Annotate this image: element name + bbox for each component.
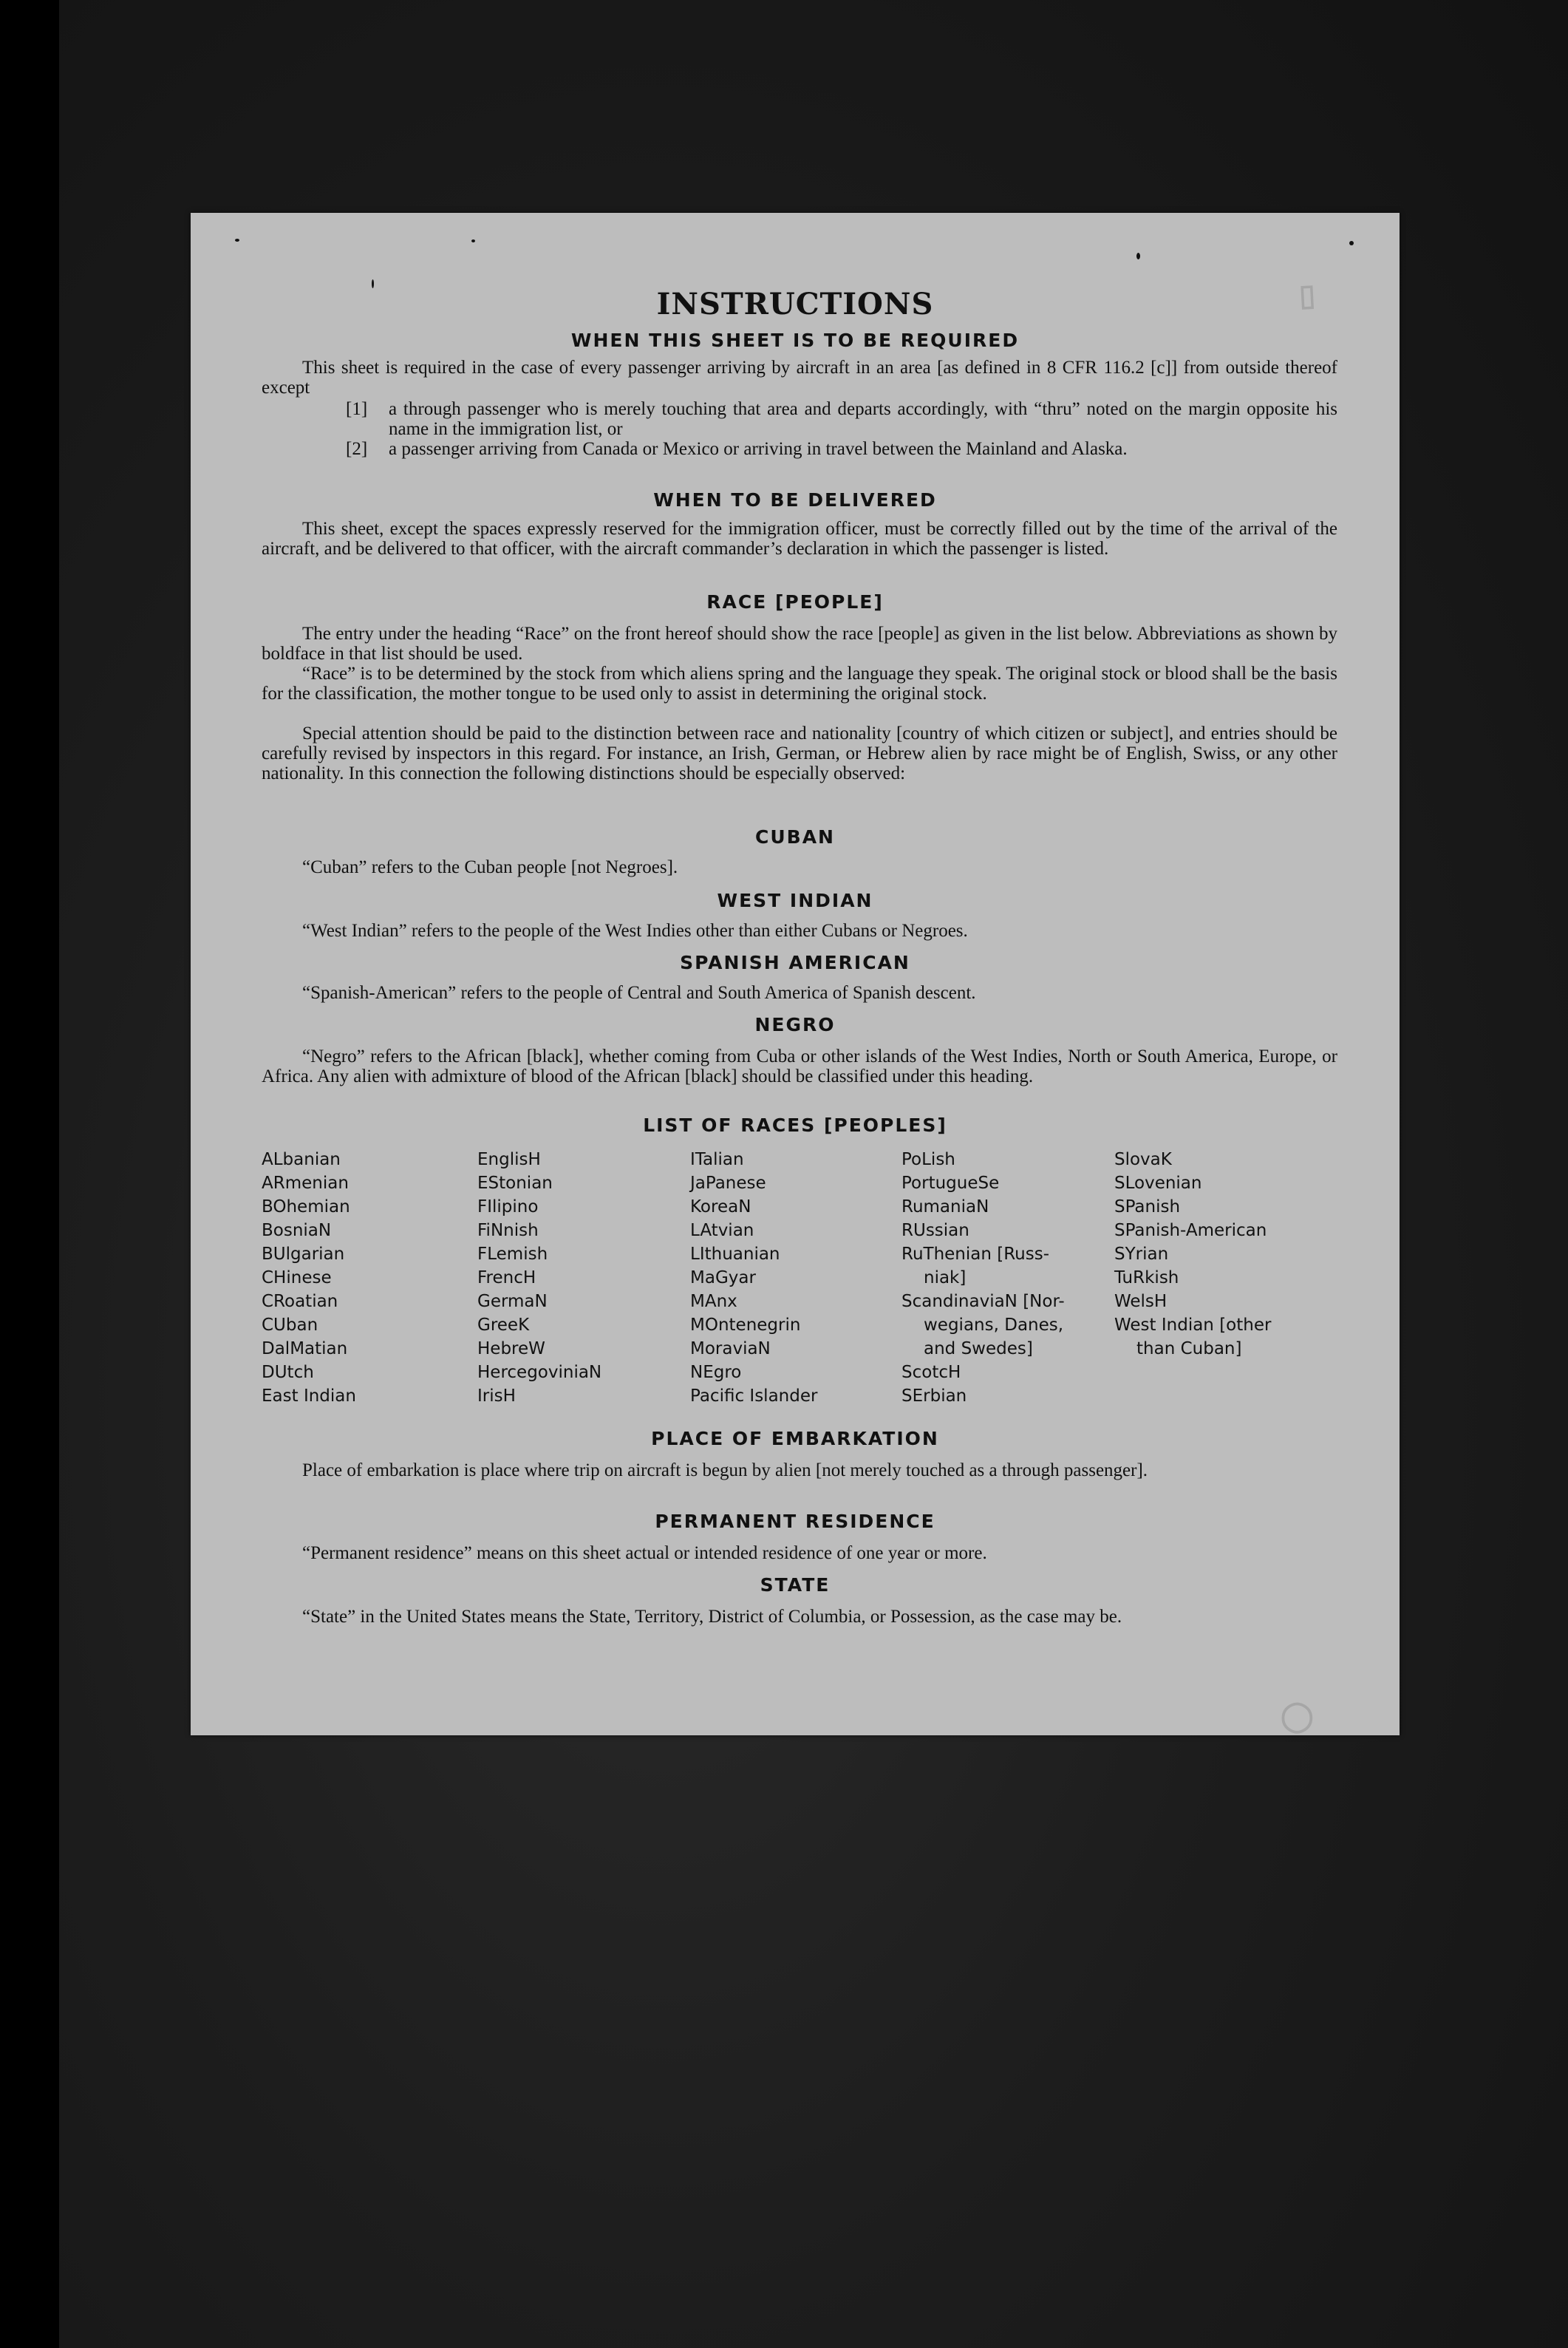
heading-when-delivered: WHEN TO BE DELIVERED <box>653 489 937 511</box>
race-entry: SlovaK <box>1114 1150 1172 1169</box>
race-entry: CUban <box>262 1316 318 1335</box>
race-entry: IrisH <box>477 1386 516 1406</box>
delivered-text: This sheet, except the spaces expressly reserved for the immigration officer, must be correctly filled out by the time of the arrival of the aircraft, and be delivered to that officer, with the aircraft commander’s declaration in which the passenger is listed. <box>262 519 1337 559</box>
race-entry: FrencH <box>477 1268 536 1287</box>
embarkation-text: Place of embarkation is place where trip on aircraft is begun by alien [not merely touched as a through passenger]. <box>302 1460 1148 1480</box>
heading-negro: NEGRO <box>754 1014 836 1035</box>
race-entry: PoLish <box>901 1150 955 1169</box>
exception-item-2 <box>347 439 1337 459</box>
race-entry: MoraviaN <box>690 1339 771 1358</box>
cuban-text: “Cuban” refers to the Cuban people [not Negroes]. <box>302 857 678 877</box>
race-entry: HebreW <box>477 1339 545 1358</box>
races-column-1 <box>262 1148 356 1408</box>
race-entry: LIthuanian <box>690 1245 780 1264</box>
bleed-through-stamp: ◯ <box>1281 1699 1314 1732</box>
heading-cuban: CUBAN <box>755 826 835 848</box>
state-text: “State” in the United States means the State, Territory, District of Columbia, or Possession, as the case may be. <box>302 1607 1122 1627</box>
race-entry: NEgro <box>690 1363 742 1382</box>
heading-race: RACE [PEOPLE] <box>706 591 884 613</box>
races-column-5 <box>1114 1148 1271 1361</box>
race-entry: MOntenegrin <box>690 1316 801 1335</box>
exception-number: [1] <box>346 399 368 419</box>
race-entry: MAnx <box>690 1292 737 1311</box>
negro-text: “Negro” refers to the African [black], whether coming from Cuba or other islands of the West Indies, North or South America, Europe, or Africa. Any alien with admixture of blood of the African [black] should be classified under this heading. <box>262 1047 1337 1086</box>
race-entry: Pacific Islander <box>690 1386 818 1406</box>
exception-number: [2] <box>346 439 368 459</box>
heading-spanish-american: SPANISH AMERICAN <box>680 952 910 973</box>
race-entry: RumaniaN <box>901 1197 989 1216</box>
race-entry: GreeK <box>477 1316 530 1335</box>
race-entry: SYrian <box>1114 1245 1169 1264</box>
races-column-4 <box>901 1148 1065 1408</box>
exception-text: a through passenger who is merely touching that area and departs accordingly, with “thru” noted on the margin opposite his name in the immigration list, or <box>389 399 1337 439</box>
race-entry: KoreaN <box>690 1197 751 1216</box>
race-entry: FiNnish <box>477 1221 539 1240</box>
heading-state: STATE <box>760 1574 831 1596</box>
race-entry: LAtvian <box>690 1221 754 1240</box>
race-entry: FIlipino <box>477 1197 539 1216</box>
race-entry: East Indian <box>262 1386 356 1406</box>
west-indian-text: “West Indian” refers to the people of the West Indies other than either Cubans or Negroes. <box>302 921 968 941</box>
race-entry: EnglisH <box>477 1150 541 1169</box>
heading-list-of-races: LIST OF RACES [PEOPLES] <box>643 1115 947 1136</box>
race-entry: BOhemian <box>262 1197 350 1216</box>
race-entry-continuation: and Swedes] <box>924 1339 1033 1358</box>
race-entry: SLovenian <box>1114 1174 1202 1193</box>
race-entry: SErbian <box>901 1386 967 1406</box>
race-entry: RuThenian [Russ- <box>901 1245 1050 1264</box>
heading-place-of-embarkation: PLACE OF EMBARKATION <box>651 1428 939 1449</box>
document-title: INSTRUCTIONS <box>656 287 934 321</box>
race-entry: ScandinaviaN [Nor- <box>901 1292 1065 1311</box>
scan-speck <box>235 239 239 242</box>
race-entry: MaGyar <box>690 1268 756 1287</box>
race-entry: West Indian [other <box>1114 1316 1272 1335</box>
race-entry: BUlgarian <box>262 1245 345 1264</box>
race-entry: DUtch <box>262 1363 314 1382</box>
race-entry: JaPanese <box>690 1174 766 1193</box>
race-paragraph-1: The entry under the heading “Race” on the front hereof should show the race [people] as given in the list below. Abbreviations as shown by boldface in that list should be used. <box>262 624 1337 664</box>
heading-when-required: WHEN THIS SHEET IS TO BE REQUIRED <box>570 330 1020 351</box>
scan-speck <box>1349 241 1354 245</box>
race-entry: ScotcH <box>901 1363 961 1382</box>
race-entry-continuation: niak] <box>924 1268 967 1287</box>
race-entry: HercegovinіaN <box>477 1363 602 1382</box>
scan-speck <box>1136 253 1140 259</box>
race-entry: TuRkish <box>1114 1268 1179 1287</box>
race-entry: ITalian <box>690 1150 744 1169</box>
race-entry-continuation: wegians, Danes, <box>924 1316 1064 1335</box>
race-entry: PortugueSe <box>901 1174 1000 1193</box>
race-entry: SPanish-American <box>1114 1221 1267 1240</box>
exception-item-1 <box>347 399 1337 439</box>
heading-permanent-residence: PERMANENT RESIDENCE <box>655 1511 935 1532</box>
required-intro: This sheet is required in the case of every passenger arriving by aircraft in an area [as defined in 8 CFR 116.2 [c]] from outside thereof except <box>262 358 1337 398</box>
race-entry: GermaN <box>477 1292 548 1311</box>
race-entry: CRoatian <box>262 1292 338 1311</box>
race-paragraph-2: “Race” is to be determined by the stock from which aliens spring and the language they speak. The original stock or blood shall be the basis for the classification, the mother tongue to be used only to assist in determining the original stock. <box>262 664 1337 704</box>
race-entry: ARmenian <box>262 1174 349 1193</box>
races-column-2 <box>477 1148 601 1408</box>
heading-west-indian: WEST INDIAN <box>717 890 873 911</box>
race-entry: BosniaN <box>262 1221 332 1240</box>
race-paragraph-3: Special attention should be paid to the distinction between race and nationality [country of which citizen or subject], and entries should be carefully revised by inspectors in this regard. For instance, an Irish, German, or Hebrew alien by race might be of English, Swiss, or any other nationality. In this connection the following distinctions should be especially observed: <box>262 724 1337 783</box>
races-column-3 <box>690 1148 817 1408</box>
race-entry: ALbanian <box>262 1150 341 1169</box>
race-entry: RUssian <box>901 1221 969 1240</box>
race-entry: EStonian <box>477 1174 553 1193</box>
race-entry: WelsH <box>1114 1292 1168 1311</box>
race-entry: FLemish <box>477 1245 548 1264</box>
bleed-through-mark: ▯ <box>1298 278 1317 313</box>
race-entry-continuation: than Cuban] <box>1136 1339 1242 1358</box>
instruction-sheet <box>191 213 1400 1735</box>
spanish-american-text: “Spanish-American” refers to the people of Central and South America of Spanish descent. <box>302 983 976 1003</box>
race-entry: SPanish <box>1114 1197 1181 1216</box>
exception-text: a passenger arriving from Canada or Mexico or arriving in travel between the Mainland and Alaska. <box>389 439 1128 459</box>
residence-text: “Permanent residence” means on this sheet actual or intended residence of one year or more. <box>302 1543 987 1563</box>
scan-speck <box>471 239 475 242</box>
race-entry: DalMatian <box>262 1339 348 1358</box>
race-entry: CHinese <box>262 1268 332 1287</box>
